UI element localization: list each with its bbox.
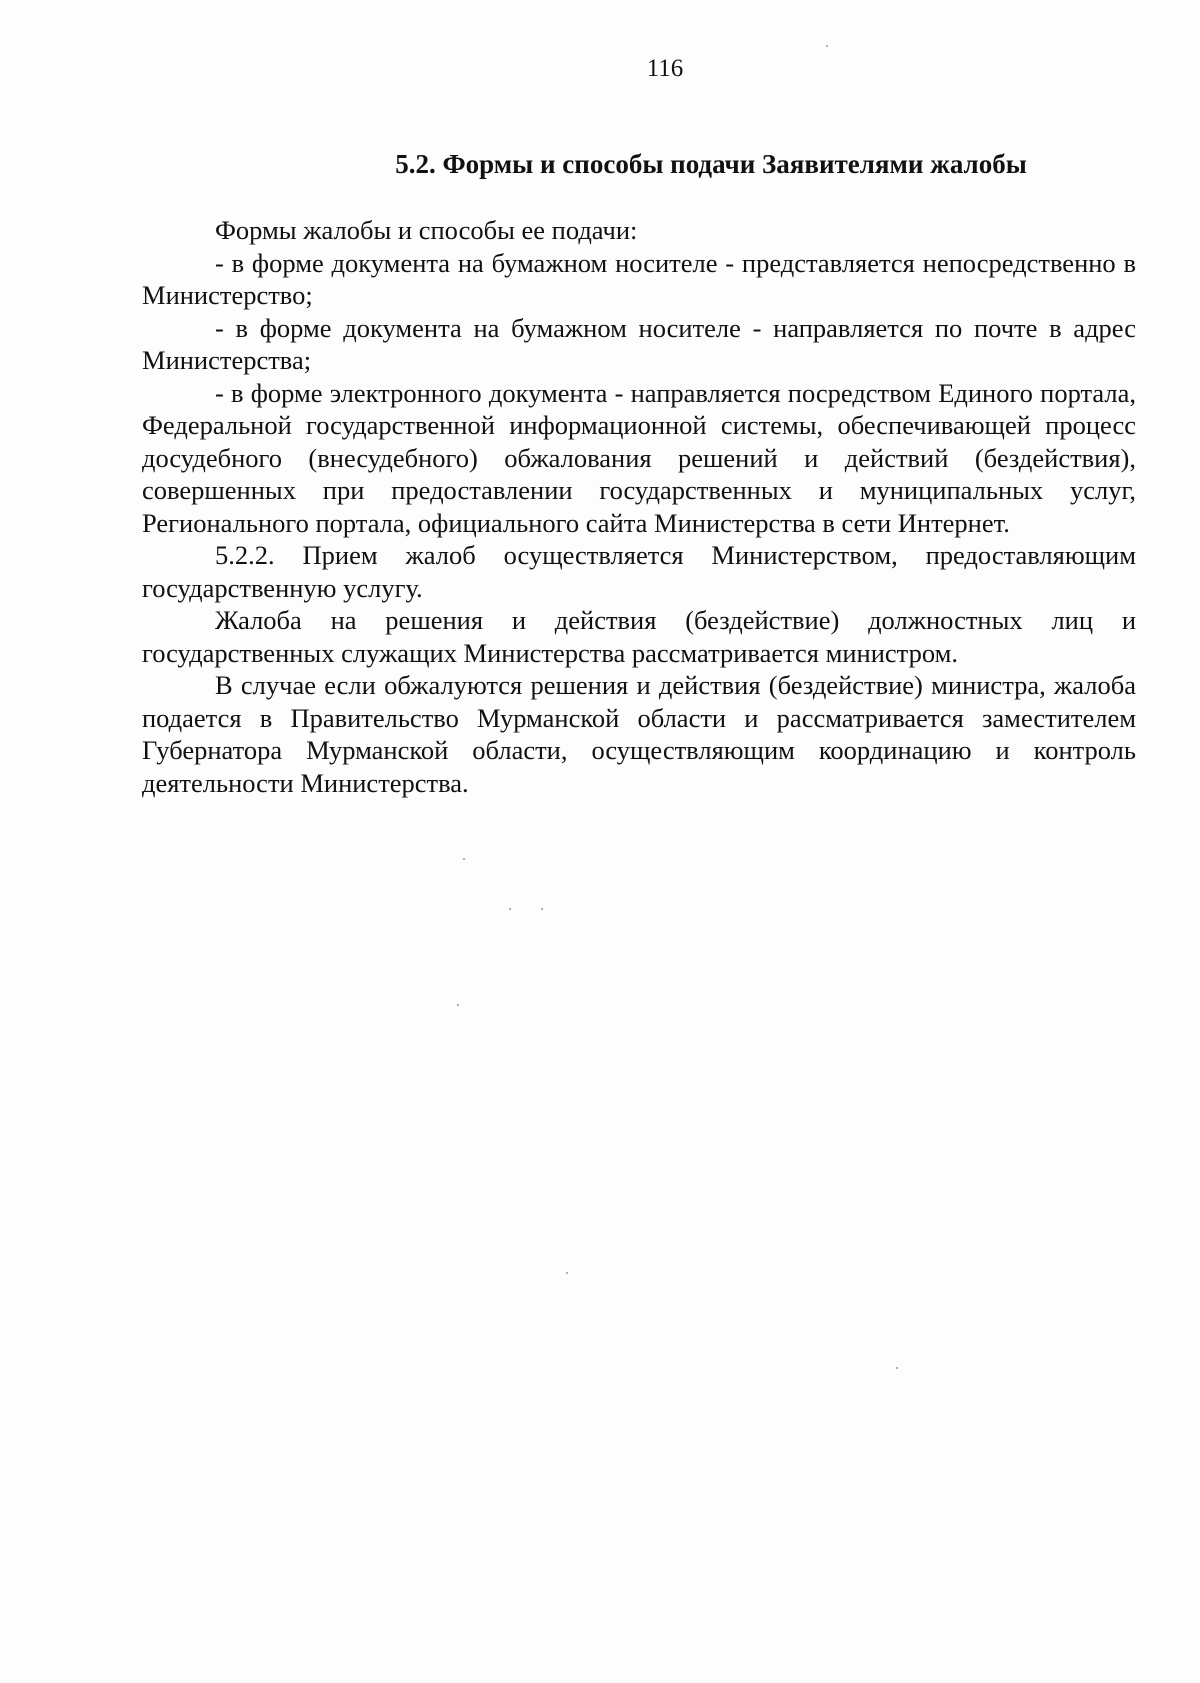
scan-speck xyxy=(457,1004,459,1006)
scan-speck xyxy=(566,1272,568,1274)
paragraph-electronic: - в форме электронного документа - направляется посредством Единого портала, Федеральной государственной информационной системы, обеспечивающей процесс досудебного (внесудебного) обжалования решений и действий (бездействия), совершенных при предоставлении государственных и муниципальных услуг, Регионального портала, официального сайта Министерства в сети Интернет. xyxy=(142,377,1136,538)
scan-speck xyxy=(463,858,465,860)
section-title: 5.2. Формы и способы подачи Заявителями жалобы xyxy=(395,149,1027,179)
scan-speck xyxy=(541,908,543,910)
paragraph-forms-intro: Формы жалобы и способы ее подачи: xyxy=(215,215,638,245)
paragraph-paper-in-person: - в форме документа на бумажном носителе - представляется непосредственно в Министерство; xyxy=(142,247,1136,310)
paragraph-5-2-2: 5.2.2. Прием жалоб осуществляется Министерством, предоставляющим государственную услугу. xyxy=(142,540,1136,603)
scan-speck xyxy=(509,908,511,910)
page-number: 116 xyxy=(646,55,684,82)
scan-speck xyxy=(896,1367,898,1369)
body-text xyxy=(142,214,1136,799)
scan-speck xyxy=(826,45,828,47)
paragraph-minister-complaint: В случае если обжалуются решения и действия (бездействие) министра, жалоба подается в Правительство Мурманской области и рассматривается заместителем Губернатора Мурманской области, осуществляющим координацию и контроль деятельности Министерства. xyxy=(142,670,1136,798)
paragraph-paper-by-mail: - в форме документа на бумажном носителе - направляется по почте в адрес Министерства; xyxy=(142,312,1136,375)
paragraph-officials-complaint: Жалоба на решения и действия (бездействие) должностных лиц и государственных служащих Министерства рассматривается министром. xyxy=(142,605,1136,668)
